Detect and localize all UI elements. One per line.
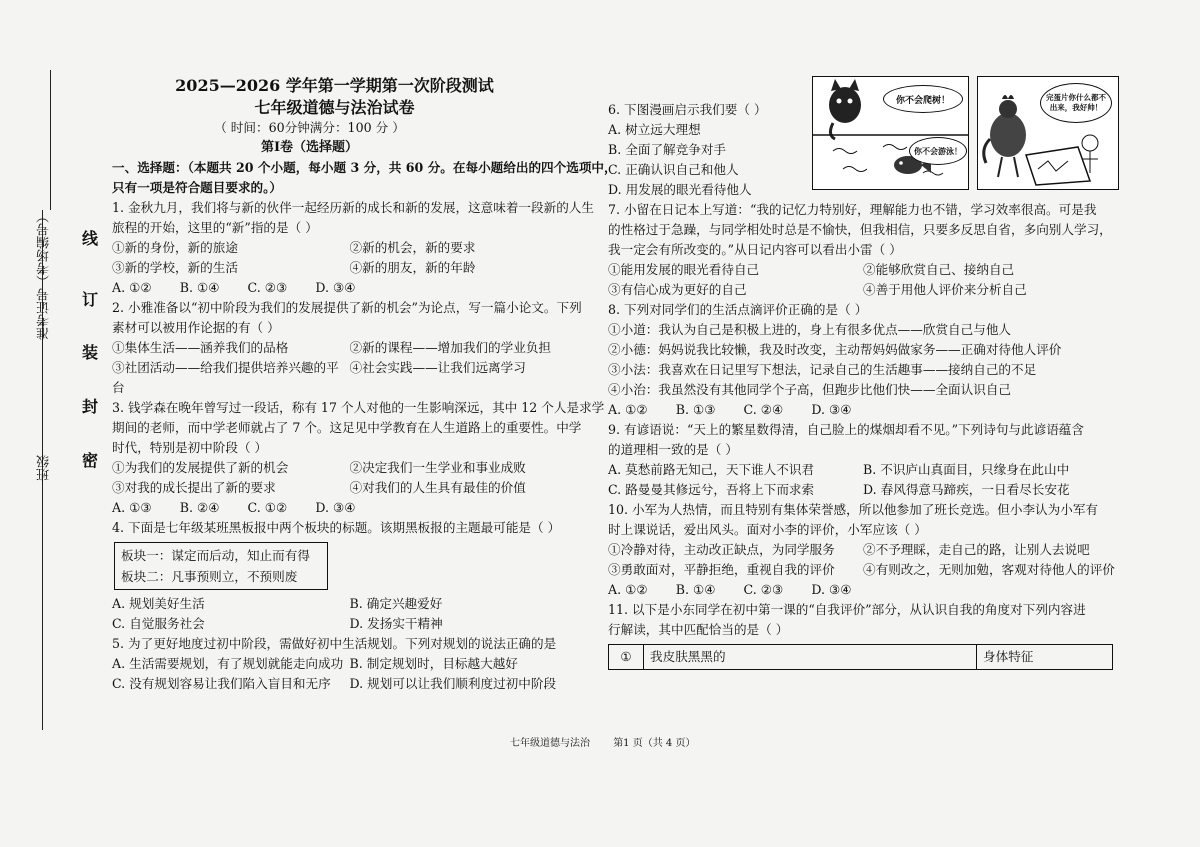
question-1 [112, 198, 594, 298]
intro-line: 只有一项是符合题目要求的。） [112, 180, 283, 195]
question-stem: 3. 钱学森在晚年曾写过一段话，称有 17 个人对他的一生影响深远，其中 12 个人是求学 [112, 400, 605, 415]
binding-char-2: 订 [82, 290, 99, 309]
answer-option: C. ②③ [247, 280, 288, 295]
table-row [609, 645, 1113, 670]
exam-title: 2025—2026 学年第一学期第一次阶段测试 [175, 76, 494, 95]
statement: ③新的学校，新的生活 [112, 260, 238, 275]
blackboard-box [114, 542, 328, 590]
table-cell: ① [609, 645, 644, 670]
answer-option: C. 自觉服务社会 [112, 616, 205, 631]
statement: ②新的机会，新的要求 [349, 240, 476, 255]
answer-option: B. ①③ [675, 402, 716, 417]
answer-option: D. ③④ [315, 500, 356, 515]
question-stem: 8. 下列对同学们的生活点滴评价正确的是（ ） [608, 302, 868, 317]
answer-option: A. 规划美好生活 [112, 596, 205, 611]
left-column [112, 76, 617, 694]
answer-option: B. ②④ [179, 500, 220, 515]
question-stem: 4. 下面是七年级某班黑板报中两个板块的标题。该期黑板报的主题最可能是（ ） [112, 520, 561, 535]
exam-meta: （ 时间：60分钟满分：100 分 ） [214, 120, 405, 135]
binding-char-1: 线 [82, 229, 99, 248]
statement: ①集体生活——涵养我们的品格 [112, 340, 289, 355]
question-stem: 行解读，其中匹配恰当的是（ ） [608, 622, 789, 637]
table-cell: 我皮肤黑黑的 [644, 645, 977, 670]
answer-option: D. ③④ [811, 582, 852, 597]
question-stem: 时代，特别是初中阶段（ ） [112, 440, 268, 455]
speech-bubble-top: 你不会爬树！ [883, 85, 963, 113]
answer-option: A. ①② [608, 582, 648, 597]
box-line: 板块一：谋定而后动，知止而有得 [121, 548, 310, 563]
question-8 [608, 300, 1118, 420]
answer-option: B. ①④ [675, 582, 716, 597]
statement: ②不予理睬，走自己的路，让别人去说吧 [863, 542, 1090, 557]
question-stem: 旅程的开始，这里的“新”指的是（ ） [112, 220, 318, 235]
answer-option: C. ②④ [743, 402, 784, 417]
statement: ③小法：我喜欢在日记里写下想法，记录自己的生活趣事——接纳自己的不足 [608, 362, 1037, 377]
question-stem: 2. 小雅准备以“初中阶段为我们的发展提供了新的机会”为论点，写一篇小论文。下列 [112, 300, 582, 315]
answer-option: D. ③④ [315, 280, 356, 295]
question-2 [112, 298, 587, 398]
speech-bubble-bottom: 你不会游泳！ [909, 137, 967, 165]
question-stem: 素材可以被用作论据的有（ ） [112, 320, 280, 335]
statement: ④有则改之，无则加勉，客观对待他人的评价 [863, 562, 1115, 577]
answer-option: B. 确定兴趣爱好 [349, 596, 443, 611]
question-4 [112, 518, 587, 634]
statement: ①新的身份，新的旅途 [112, 240, 238, 255]
question-stem: 10. 小军为人热情，而且特别有集体荣誉感，所以他参加了班长竞选。但小李认为小军有 [608, 502, 1099, 517]
statement: ④对我们的人生具有最佳的价值 [349, 480, 526, 495]
class-label: 班级 [37, 455, 52, 481]
statement: ③有信心成为更好的自己 [608, 282, 747, 297]
question-6 [608, 100, 1118, 200]
question-stem: 6. 下图漫画启示我们要（ ） [608, 102, 767, 117]
answer-option: D. 规划可以让我们顺利度过初中阶段 [349, 676, 557, 691]
binding-char-3: 装 [82, 343, 99, 362]
statement: ④善于用他人评价来分析自己 [863, 282, 1027, 297]
question-7 [608, 200, 1118, 300]
answer-option: A. 莫愁前路无知己，天下谁人不识君 [608, 462, 815, 477]
answer-option: A. ①② [608, 402, 648, 417]
question-stem: 期间的老师，而中学老师就占了 7 个。这足见中学教育在人生道路上的重要性。中学 [112, 420, 582, 435]
question-10 [608, 500, 1118, 600]
answer-option: C. 没有规划容易让我们陷入盲目和无序 [112, 676, 331, 691]
answer-option: A. ①③ [112, 500, 152, 515]
answer-option: C. ②③ [743, 582, 784, 597]
question-11 [608, 600, 1118, 670]
statement: ①冷静对待，主动改正缺点，为同学服务 [608, 542, 835, 557]
statement: ②新的课程——增加我们的学业负担 [349, 340, 551, 355]
statement: ②决定我们一生学业和事业成败 [349, 460, 526, 475]
question-stem: 9. 有谚语说：“天上的繁星数得清，自己脸上的煤烟却看不见。”下列诗句与此谚语蕴含 [608, 422, 1084, 437]
question-stem: 我一定会有所改变的。”从日记内容可以看出小雷（ ） [608, 242, 902, 257]
statement: ③勇敢面对，平静拒绝，重视自我的评价 [608, 562, 835, 577]
question-stem: 的道理相一致的是（ ） [608, 442, 738, 457]
question-stem: 5. 为了更好地度过初中阶段，需做好初中生活规划。下列对规划的说法正确的是 [112, 636, 557, 651]
answer-option: A. ①② [112, 280, 152, 295]
question-9 [608, 420, 1118, 500]
footer-page-number: 第1 页（共 4 页） [613, 738, 696, 749]
answer-option: D. ③④ [811, 402, 852, 417]
question-stem: 的性格过于急躁，与同学相处时总是不愉快，但我相信，只要多反思自省，多向别人学习， [608, 222, 1112, 237]
answer-option: A. 树立远大理想 [608, 122, 701, 137]
binding-char-5: 密 [82, 451, 99, 470]
statement: ①小道：我认为自己是积极上进的，身上有很多优点——欣赏自己与他人 [608, 322, 1011, 337]
footer-subject: 七年级道德与法治 [510, 738, 590, 749]
table-cell: 身体特征 [977, 645, 1113, 670]
statement: ②小德：妈妈说我比较懒，我及时改变，主动帮妈妈做家务——正确对待他人评价 [608, 342, 1062, 357]
answer-option: C. 正确认识自己和他人 [608, 162, 739, 177]
answer-option: B. 制定规划时，目标越大越好 [349, 656, 518, 671]
answer-option: B. ①④ [179, 280, 220, 295]
exam-number-label: 准考证号（考场编号） [37, 210, 52, 340]
statement: ④社会实践——让我们远离学习 [349, 360, 526, 375]
section-heading: 第Ⅰ卷（选择题） [260, 140, 359, 155]
question-5 [112, 634, 587, 694]
statement: ②能够欣赏自己、接纳自己 [863, 262, 1015, 277]
question-stem: 7. 小留在日记本上写道：“我的记忆力特别好，理解能力也不错，学习效率很高。可是我 [608, 202, 1097, 217]
box-line: 板块二：凡事预则立，不预则废 [121, 569, 298, 584]
question-stem: 11. 以下是小东同学在初中第一课的“自我评价”部分，从认识自我的角度对下列内容进 [608, 602, 1086, 617]
answer-option: D. 发扬实干精神 [349, 616, 443, 631]
exam-subtitle: 七年级道德与法治试卷 [254, 98, 415, 117]
statement: ③对我的成长提出了新的要求 [112, 480, 276, 495]
intro-line: 一、选择题：（本题共 20 个小题，每小题 3 分，共 60 分。在每小题给出的四个选项中， [112, 160, 617, 175]
speech-bubble: 完蛋片你什么都不出来，我好帅！ [1040, 83, 1112, 123]
answer-option: C. ①② [247, 500, 288, 515]
question-stem: 时上课说话，爱出风头。面对小李的评价，小军应该（ ） [608, 522, 927, 537]
answer-option: B. 全面了解竞争对手 [608, 142, 727, 157]
statement: ③社团活动——给我们提供培养兴趣的平台 [112, 360, 339, 395]
question-stem: 1. 金秋九月，我们将与新的伙伴一起经历新的成长和新的发展，这意味着一段新的人生 [112, 200, 594, 215]
statement: ④新的朋友，新的年龄 [349, 260, 476, 275]
statement: ①能用发展的眼光看待自己 [608, 262, 760, 277]
answer-option: D. 春风得意马蹄疾，一日看尽长安花 [863, 482, 1070, 497]
answer-option: A. 生活需要规划，有了规划就能走向成功 [112, 656, 344, 671]
answer-option: D. 用发展的眼光看待他人 [608, 182, 752, 197]
statement: ①为我们的发展提供了新的机会 [112, 460, 289, 475]
question-3 [112, 398, 605, 518]
page-footer [510, 734, 715, 749]
binding-char-4: 封 [82, 397, 99, 416]
statement: ④小治：我虽然没有其他同学个子高，但跑步比他们快——全面认识自己 [608, 382, 1011, 397]
self-evaluation-table [608, 644, 1113, 670]
right-column [608, 100, 1118, 670]
answer-option: B. 不识庐山真面目，只缘身在此山中 [863, 462, 1070, 477]
answer-option: C. 路曼曼其修远兮，吾将上下而求索 [608, 482, 815, 497]
